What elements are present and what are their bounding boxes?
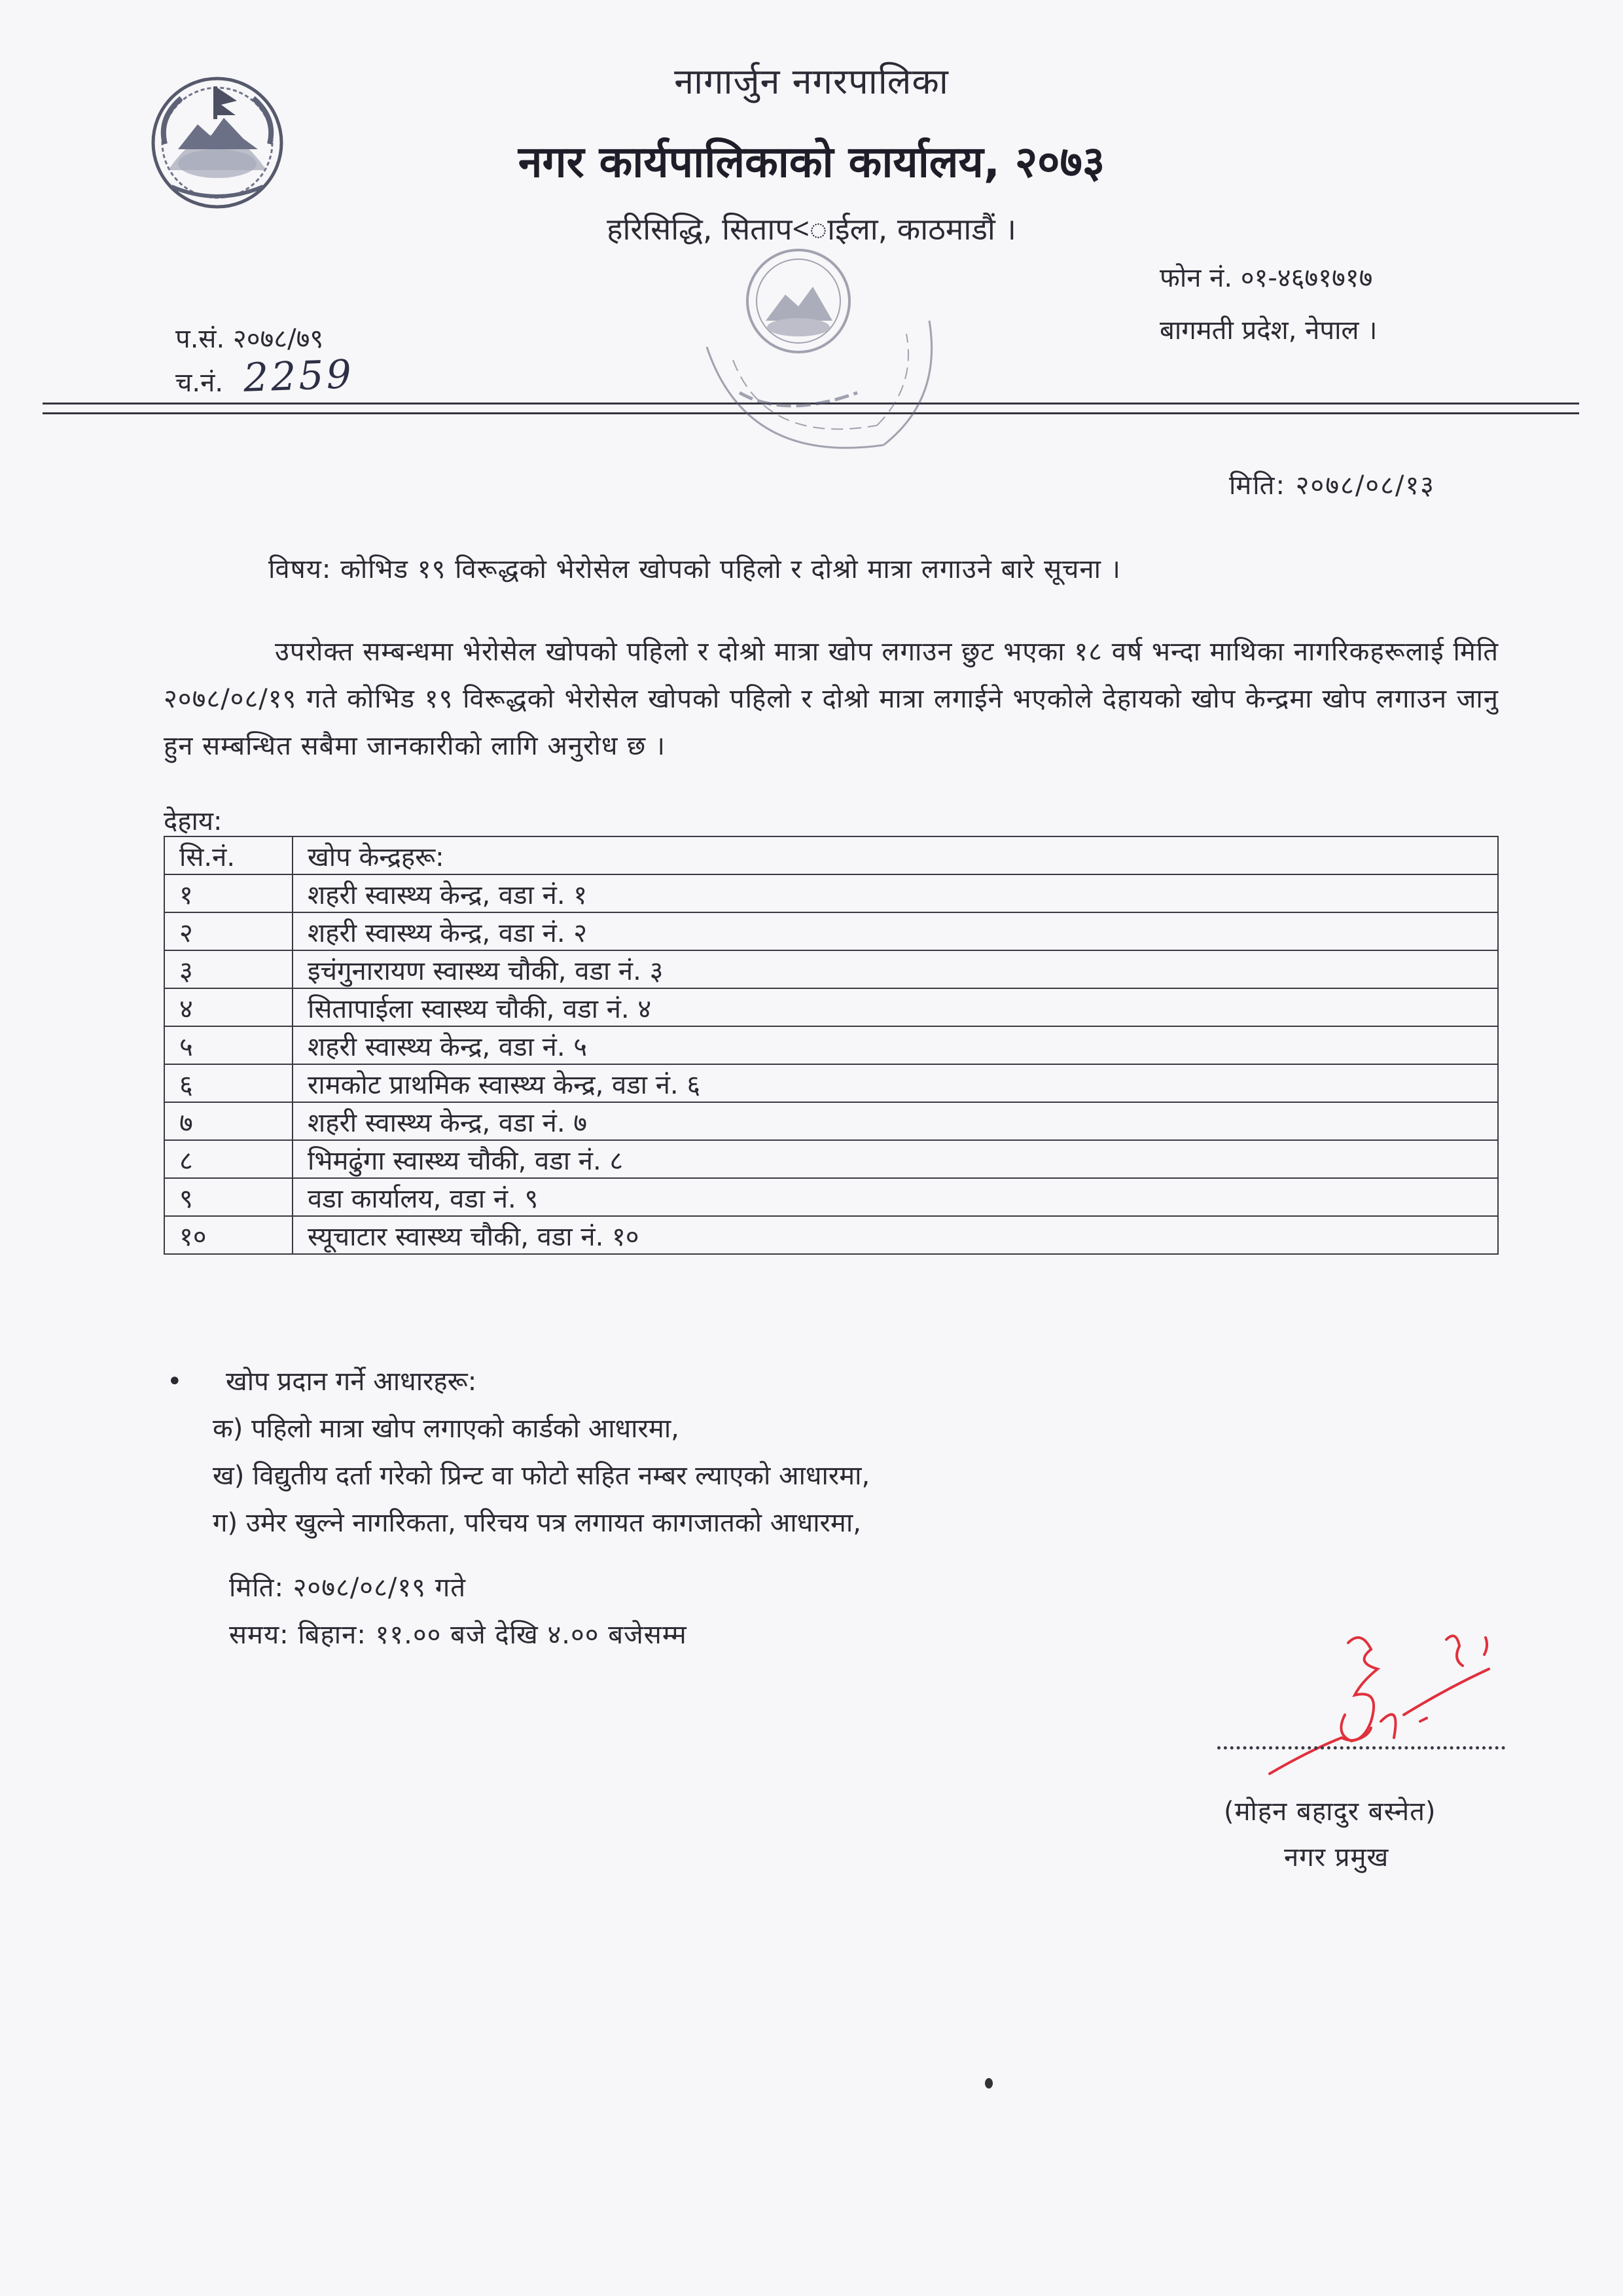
- table-row: [164, 874, 1498, 912]
- row-center: रामकोट प्राथमिक स्वास्थ्य केन्द्र, वडा नं. ६: [293, 1064, 1498, 1102]
- annex-label: देहाय:: [164, 806, 223, 836]
- table-row: [164, 1178, 1498, 1216]
- row-center: स्यूचाटार स्वास्थ्य चौकी, वडा नं. १०: [293, 1216, 1498, 1254]
- row-center: सितापाईला स्वास्थ्य चौकी, वडा नं. ४: [293, 988, 1498, 1026]
- province-line: बागमती प्रदेश, नेपाल ।: [1160, 315, 1378, 346]
- schedule-date: मिति: २०७८/०८/१९ गते: [229, 1573, 467, 1603]
- table-row: [164, 1102, 1498, 1140]
- row-serial: ७: [164, 1102, 293, 1140]
- municipality-name: नागार्जुन नगरपालिका: [674, 61, 949, 102]
- reference-number: प.सं. २०७८/७९: [175, 324, 324, 354]
- phone-number: फोन नं. ०१-४६७१७१७: [1160, 263, 1373, 293]
- bases-heading-line: [167, 1358, 870, 1405]
- row-center: इचंगुनारायण स्वास्थ्य चौकी, वडा नं. ३: [293, 950, 1498, 988]
- signer-name: (मोहन बहादुर बस्नेत): [1224, 1797, 1436, 1827]
- row-serial: ६: [164, 1064, 293, 1102]
- row-serial: ९: [164, 1178, 293, 1216]
- bases-heading: खोप प्रदान गर्ने आधारहरू:: [226, 1367, 477, 1397]
- notice-subject: विषय: कोभिड १९ विरूद्धको भेरोसेल खोपको पहिलो र दोश्रो मात्रा लगाउने बारे सूचना ।: [268, 554, 1121, 584]
- row-serial: १०: [164, 1216, 293, 1254]
- header-centers: खोप केन्द्रहरू:: [293, 836, 1498, 874]
- notice-body: उपरोक्त सम्बन्धमा भेरोसेल खोपको पहिलो र दोश्रो मात्रा खोप लगाउन छुट भएका १८ वर्ष भन्दा माथिका नागरिकहरूलाई मिति २०७८/०८/१९ गते कोभिड १९ विरूद्धको भेरोसेल खोपको पहिलो र दोश्रो मात्रा लगाईने भएकोले देहायको खोप केन्द्रमा खोप लगाउन जानु हुन सम्बन्धित सबैमा जानकारीको लागि अनुरोध छ ।: [164, 637, 1499, 761]
- table-row: [164, 950, 1498, 988]
- row-serial: ५: [164, 1026, 293, 1064]
- table-row: [164, 912, 1498, 950]
- row-serial: १: [164, 874, 293, 912]
- vaccination-bases: [167, 1358, 870, 1547]
- list-item: ग) उमेर खुल्ने नागरिकता, परिचय पत्र लगायत कागजातको आधारमा,: [213, 1508, 861, 1538]
- row-serial: ८: [164, 1140, 293, 1178]
- office-name: नगर कार्यपालिकाको कार्यालय, २०७३: [518, 137, 1105, 187]
- notice-date: मिति: २०७८/०८/१३: [1229, 471, 1435, 501]
- list-item: क) पहिलो मात्रा खोप लगाएको कार्डको आधारमा,: [213, 1414, 679, 1444]
- table-row: [164, 1140, 1498, 1178]
- table-row: [164, 988, 1498, 1026]
- signature-icon: [1230, 1623, 1531, 1793]
- row-center: शहरी स्वास्थ्य केन्द्र, वडा नं. ५: [293, 1026, 1498, 1064]
- row-serial: ४: [164, 988, 293, 1026]
- table-row: [164, 1026, 1498, 1064]
- table-header-row: [164, 836, 1498, 874]
- row-center: शहरी स्वास्थ्य केन्द्र, वडा नं. १: [293, 874, 1498, 912]
- table-row: [164, 1216, 1498, 1254]
- list-item: ख) विद्युतीय दर्ता गरेको प्रिन्ट वा फोटो सहित नम्बर ल्याएको आधारमा,: [213, 1461, 870, 1491]
- schedule-time: समय: बिहान: ११.०० बजे देखि ४.०० बजेसम्म: [229, 1620, 687, 1650]
- office-stamp-icon: [668, 229, 962, 491]
- dispatch-number-label: च.नं.: [175, 368, 224, 398]
- header-serial: सि.नं.: [164, 836, 293, 874]
- row-center: शहरी स्वास्थ्य केन्द्र, वडा नं. ७: [293, 1102, 1498, 1140]
- row-center: भिमढुंगा स्वास्थ्य चौकी, वडा नं. ८: [293, 1140, 1498, 1178]
- signer-title: नगर प्रमुख: [1284, 1842, 1389, 1873]
- row-serial: ३: [164, 950, 293, 988]
- bullet-icon: •: [167, 1367, 183, 1397]
- vaccination-centers-table: [164, 836, 1499, 1255]
- ink-speck: [985, 2078, 993, 2089]
- row-center: वडा कार्यालय, वडा नं. ९: [293, 1178, 1498, 1216]
- dispatch-number-handwritten: 2259: [242, 351, 355, 401]
- table-row: [164, 1064, 1498, 1102]
- row-serial: २: [164, 912, 293, 950]
- row-center: शहरी स्वास्थ्य केन्द्र, वडा नं. २: [293, 912, 1498, 950]
- vaccination-schedule: [229, 1564, 687, 1659]
- signature-line: [1217, 1746, 1505, 1749]
- office-address: हरिसिद्धि, सिताप<ाईला, काठमाडौं ।: [607, 211, 1016, 247]
